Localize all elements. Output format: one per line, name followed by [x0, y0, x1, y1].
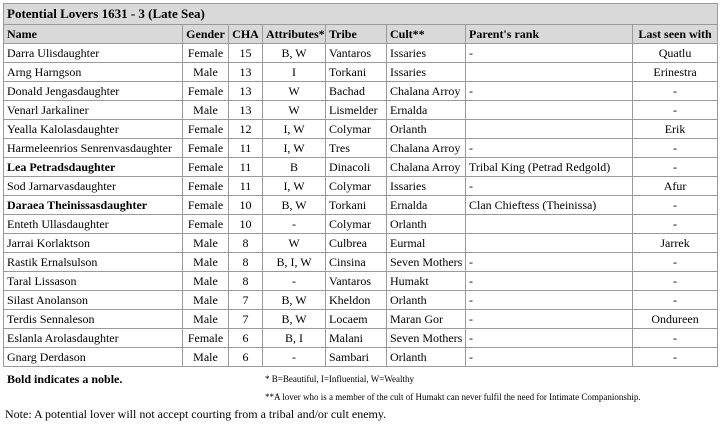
- cell-tribe: Sambari: [326, 348, 387, 367]
- cell-last-seen: -: [633, 329, 718, 348]
- cell-parent-rank: -: [466, 177, 633, 196]
- cell-attributes: I, W: [263, 120, 326, 139]
- cell-cult: Issaries: [387, 63, 466, 82]
- cell-cult: Orlanth: [387, 291, 466, 310]
- cell-name: Daraea Theinissasdaughter: [4, 196, 183, 215]
- cell-last-seen: Ondureen: [633, 310, 718, 329]
- cell-name: Lea Petradsdaughter: [4, 158, 183, 177]
- attributes-key: * B=Beautiful, I=Influential, W=Wealthy: [265, 374, 415, 384]
- cell-attributes: B, W: [263, 310, 326, 329]
- cell-attributes: B, W: [263, 196, 326, 215]
- cell-gender: Female: [183, 215, 229, 234]
- column-header-attributes: Attributes*: [263, 25, 326, 44]
- cell-attributes: W: [263, 101, 326, 120]
- column-header-tribe: Tribe: [326, 25, 387, 44]
- cell-cha: 6: [229, 329, 263, 348]
- cell-attributes: I, W: [263, 139, 326, 158]
- cell-cha: 12: [229, 120, 263, 139]
- cell-cha: 8: [229, 253, 263, 272]
- cell-gender: Female: [183, 196, 229, 215]
- cell-parent-rank: -: [466, 291, 633, 310]
- cell-name: Rastik Ernalsulson: [4, 253, 183, 272]
- cell-name: Arng Harngson: [4, 63, 183, 82]
- cell-cult: Chalana Arroy: [387, 139, 466, 158]
- cell-cha: 10: [229, 196, 263, 215]
- cell-gender: Female: [183, 44, 229, 63]
- cell-attributes: B, I, W: [263, 253, 326, 272]
- cell-cha: 8: [229, 234, 263, 253]
- cell-last-seen: Erik: [633, 120, 718, 139]
- column-header-cult: Cult**: [387, 25, 466, 44]
- cell-tribe: Malani: [326, 329, 387, 348]
- header-row: [4, 25, 718, 44]
- cell-parent-rank: -: [466, 348, 633, 367]
- cell-cha: 7: [229, 310, 263, 329]
- cell-parent-rank: [466, 120, 633, 139]
- noble-legend: Bold indicates a noble.: [7, 372, 123, 386]
- cell-name: Taral Lissason: [4, 272, 183, 291]
- humakt-footnote: **A lover who is a member of the cult of Humakt can never fulfil the need for Intimate Companionship.: [265, 392, 641, 402]
- cell-cha: 11: [229, 158, 263, 177]
- table-row: [4, 291, 718, 310]
- cell-cult: Chalana Arroy: [387, 158, 466, 177]
- potential-lovers-table: [3, 3, 718, 367]
- cell-gender: Male: [183, 234, 229, 253]
- cell-tribe: Lismelder: [326, 101, 387, 120]
- cell-cult: Seven Mothers: [387, 329, 466, 348]
- cell-tribe: Dinacoli: [326, 158, 387, 177]
- cell-parent-rank: -: [466, 139, 633, 158]
- cell-cult: Ernalda: [387, 101, 466, 120]
- cell-gender: Male: [183, 101, 229, 120]
- table-row: [4, 329, 718, 348]
- cell-parent-rank: -: [466, 272, 633, 291]
- column-header-last-seen: Last seen with: [633, 25, 718, 44]
- column-header-cha: CHA: [229, 25, 263, 44]
- cell-attributes: -: [263, 348, 326, 367]
- cell-parent-rank: Tribal King (Petrad Redgold): [466, 158, 633, 177]
- cell-parent-rank: -: [466, 310, 633, 329]
- cell-tribe: Colymar: [326, 177, 387, 196]
- cell-last-seen: -: [633, 253, 718, 272]
- cell-cha: 10: [229, 215, 263, 234]
- cell-attributes: B, I: [263, 329, 326, 348]
- cell-parent-rank: [466, 63, 633, 82]
- cell-tribe: Vantaros: [326, 44, 387, 63]
- cell-last-seen: Jarrek: [633, 234, 718, 253]
- cell-last-seen: -: [633, 215, 718, 234]
- cell-name: Gnarg Derdason: [4, 348, 183, 367]
- cell-attributes: W: [263, 82, 326, 101]
- cell-last-seen: Erinestra: [633, 63, 718, 82]
- cell-last-seen: Quatlu: [633, 44, 718, 63]
- cell-last-seen: -: [633, 272, 718, 291]
- cell-gender: Male: [183, 310, 229, 329]
- cell-cult: Orlanth: [387, 120, 466, 139]
- cell-cha: 11: [229, 177, 263, 196]
- cell-tribe: Colymar: [326, 120, 387, 139]
- table-title: Potential Lovers 1631 - 3 (Late Sea): [4, 4, 718, 25]
- cell-cult: Humakt: [387, 272, 466, 291]
- table-row: [4, 63, 718, 82]
- cell-last-seen: -: [633, 101, 718, 120]
- cell-cha: 13: [229, 101, 263, 120]
- column-header-parent-rank: Parent's rank: [466, 25, 633, 44]
- cell-gender: Female: [183, 177, 229, 196]
- table-row: [4, 158, 718, 177]
- cell-gender: Female: [183, 158, 229, 177]
- cell-cult: Issaries: [387, 44, 466, 63]
- table-row: [4, 82, 718, 101]
- cell-cha: 8: [229, 272, 263, 291]
- cell-name: Darra Ulisdaughter: [4, 44, 183, 63]
- table-row: [4, 215, 718, 234]
- cell-cult: Ernalda: [387, 196, 466, 215]
- cell-name: Enteth Ullasdaughter: [4, 215, 183, 234]
- cell-parent-rank: [466, 234, 633, 253]
- cell-name: Terdis Sennaleson: [4, 310, 183, 329]
- cell-attributes: I: [263, 63, 326, 82]
- cell-name: Donald Jengasdaughter: [4, 82, 183, 101]
- cell-last-seen: -: [633, 158, 718, 177]
- table-row: [4, 253, 718, 272]
- table-row: [4, 139, 718, 158]
- cell-gender: Male: [183, 291, 229, 310]
- cell-gender: Male: [183, 63, 229, 82]
- cell-tribe: Colymar: [326, 215, 387, 234]
- cell-attributes: B, W: [263, 291, 326, 310]
- table-row: [4, 272, 718, 291]
- cell-parent-rank: -: [466, 82, 633, 101]
- cell-cult: Orlanth: [387, 348, 466, 367]
- table-row: [4, 348, 718, 367]
- cell-cult: Chalana Arroy: [387, 82, 466, 101]
- cell-gender: Female: [183, 82, 229, 101]
- cell-gender: Female: [183, 139, 229, 158]
- cell-parent-rank: Clan Chieftess (Theinissa): [466, 196, 633, 215]
- cell-attributes: -: [263, 272, 326, 291]
- cell-tribe: Cinsina: [326, 253, 387, 272]
- cell-gender: Female: [183, 120, 229, 139]
- cell-gender: Male: [183, 253, 229, 272]
- cell-gender: Male: [183, 272, 229, 291]
- cell-name: Silast Anolanson: [4, 291, 183, 310]
- cell-tribe: Tres: [326, 139, 387, 158]
- table-row: [4, 120, 718, 139]
- table-row: [4, 310, 718, 329]
- cell-cult: Maran Gor: [387, 310, 466, 329]
- cell-last-seen: -: [633, 82, 718, 101]
- cell-gender: Male: [183, 348, 229, 367]
- cell-cha: 13: [229, 82, 263, 101]
- cell-parent-rank: -: [466, 44, 633, 63]
- cell-name: Venarl Jarkaliner: [4, 101, 183, 120]
- cell-last-seen: Afur: [633, 177, 718, 196]
- cell-name: Sod Jarnarvasdaughter: [4, 177, 183, 196]
- table-row: [4, 44, 718, 63]
- cell-parent-rank: [466, 215, 633, 234]
- table-row: [4, 234, 718, 253]
- courting-note: Note: A potential lover will not accept courting from a tribal and/or cult enemy.: [5, 407, 387, 421]
- cell-cha: 6: [229, 348, 263, 367]
- cell-gender: Female: [183, 329, 229, 348]
- cell-name: Yealla Kalolasdaughter: [4, 120, 183, 139]
- cell-tribe: Locaem: [326, 310, 387, 329]
- cell-attributes: I, W: [263, 177, 326, 196]
- cell-name: Eslanla Arolasdaughter: [4, 329, 183, 348]
- cell-tribe: Culbrea: [326, 234, 387, 253]
- cell-attributes: B: [263, 158, 326, 177]
- table-row: [4, 196, 718, 215]
- cell-tribe: Kheldon: [326, 291, 387, 310]
- cell-cha: 15: [229, 44, 263, 63]
- cell-name: Harmeleenrios Senrenvasdaughter: [4, 139, 183, 158]
- cell-last-seen: -: [633, 291, 718, 310]
- cell-last-seen: -: [633, 139, 718, 158]
- cell-cult: Seven Mothers: [387, 253, 466, 272]
- cell-tribe: Vantaros: [326, 272, 387, 291]
- cell-parent-rank: [466, 101, 633, 120]
- cell-tribe: Torkani: [326, 196, 387, 215]
- cell-attributes: B, W: [263, 44, 326, 63]
- table-row: [4, 177, 718, 196]
- cell-last-seen: -: [633, 196, 718, 215]
- column-header-gender: Gender: [183, 25, 229, 44]
- cell-attributes: -: [263, 215, 326, 234]
- table-row: [4, 101, 718, 120]
- cell-parent-rank: -: [466, 329, 633, 348]
- cell-cha: 13: [229, 63, 263, 82]
- cell-attributes: W: [263, 234, 326, 253]
- cell-last-seen: -: [633, 348, 718, 367]
- cell-cult: Issaries: [387, 177, 466, 196]
- cell-parent-rank: -: [466, 253, 633, 272]
- cell-cha: 11: [229, 139, 263, 158]
- cell-cult: Orlanth: [387, 215, 466, 234]
- cell-tribe: Bachad: [326, 82, 387, 101]
- cell-cult: Eurmal: [387, 234, 466, 253]
- cell-name: Jarrai Korlaktson: [4, 234, 183, 253]
- cell-tribe: Torkani: [326, 63, 387, 82]
- cell-cha: 7: [229, 291, 263, 310]
- column-header-name: Name: [4, 25, 183, 44]
